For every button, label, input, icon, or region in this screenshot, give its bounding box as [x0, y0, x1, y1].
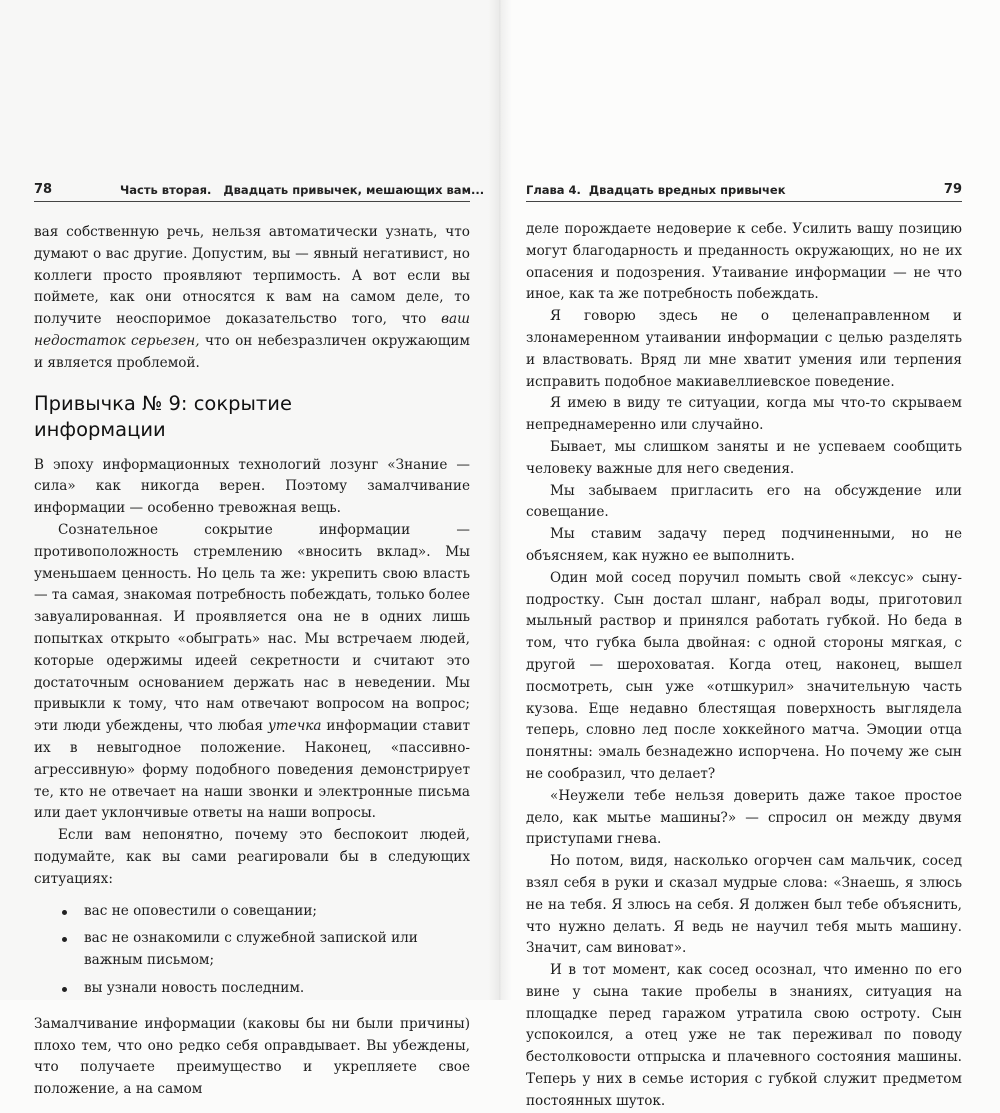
left-paragraph-1: В эпоху информационных технологий лозунг «Знание — сила» как никогда верен. Поэтому замалчивание информации — особенно тревожная вещь.	[34, 456, 470, 517]
right-paragraph-1: деле порождаете недоверие к себе. Усилить вашу позицию могут благодарность и преданность окружающих, но не их опасения и подозрения. Утаивание информации — не что иное, как та же потребность побеждать.	[526, 221, 962, 303]
right-paragraph-10: И в тот момент, как сосед осознал, что именно по его вине у сына такие пробелы в знаниях, ситуация на площадке перед гаражом утратила свою остроту. Сын успокоился, а отец уже не так переживал по поводу бестолковости отпрыска и плачевного состояния машины. Теперь у них в семье история с губкой служит предметом постоянных шуток.	[526, 962, 962, 1109]
right-body-text	[526, 219, 962, 1113]
bullet-list	[34, 901, 470, 1000]
right-paragraph-5: Мы забываем пригласить его на обсуждение или совещание.	[526, 482, 962, 521]
right-paragraph-3: Я имею в виду те ситуации, когда мы что-то скрываем непреднамеренно или случайно.	[526, 395, 962, 434]
right-head-rule	[526, 201, 962, 202]
right-running-title: Глава 4. Двадцать вредных привычек	[526, 183, 786, 197]
bullet-icon	[62, 910, 67, 915]
right-paragraph-6: Мы ставим задачу перед подчиненными, но не объясняем, как нужно ее выполнить.	[526, 526, 962, 564]
list-item: вас не оповестили о совещании;	[62, 901, 470, 923]
left-paragraph-2: Сознательное сокрытие информации — противоположность стремлению «вносить вклад». Мы уменьшаем ценность. Но цель та же: укрепить свою власть — та самая, знакомая потребность побеждать, только более завуалированная. И проявляется она не в одних лишь попытках открыто «обыграть» нас. Мы встречаем людей, которые одержимы идеей секретности и считают это достаточным основанием держать нас в неведении. Мы привыкли к тому, что нам отвечают вопросом на вопрос; эти люди убеждены, что любая утечка информации ставит их в невыгодное положение. Наконец, «пассивно-агрессивную» форму подобного поведения демонстрирует те, кто не отвечает на наши звонки и электронные письма или дает уклончивые ответы на наши вопросы.	[34, 521, 470, 822]
section-heading: Привычка № 9: сокрытие информации	[34, 391, 292, 441]
bullet-icon	[62, 937, 67, 942]
left-body-text	[34, 222, 470, 1101]
list-item: вы узнали новость последним.	[62, 978, 470, 1000]
right-paragraph-9: Но потом, видя, насколько огорчен сам мальчик, сосед взял себя в руки и сказал мудрые слова: «Знаешь, я злюсь не на тебя. Я злюсь на себя. Я должен был тебе объяснить, что нужно делать. Я ведь не научил тебя мыть машину. Значит, сам виноват».	[526, 853, 962, 957]
book-gutter-shadow	[488, 0, 512, 1000]
right-paragraph-2: Я говорю здесь не о целенаправленном и злонамеренном утаивании информации с целью разделять и властвовать. Вряд ли мне хватит умения или терпения исправить подобное макиавеллиевское поведение.	[526, 308, 962, 390]
bullet-icon	[62, 987, 67, 992]
left-head-rule	[34, 201, 470, 202]
right-paragraph-7: Один мой сосед поручил помыть свой «лексус» сыну-подростку. Сын достал шланг, набрал воды, приготовил мыльный раствор и принялся работать губкой. Но беда в том, что губка была двойная: с одной стороны мягкая, с другой — шероховатая. Когда отец, наконец, вышел посмотреть, сын уже «отшкурил» значительную часть кузова. Еще недавно блестящая поверхность выглядела теперь, словно лед после хоккейного матча. Эмоции отца понятны: эмаль безнадежно испорчена. Но почему же сын не сообразил, что делает?	[526, 569, 962, 782]
emphasis-text: ваш недостаток серьезен,	[34, 311, 470, 349]
left-paragraph-top: вая собственную речь, нельзя автоматически узнать, что думают о вас другие. Допустим, вы — явный негативист, но коллеги просто проявляют терпимость. А вот если вы поймете, как они относятся к вам на самом деле, то получите неоспоримое доказательство того, что ваш недостаток серьезен, что он небезразличен окружающим и является проблемой.	[34, 224, 470, 371]
right-page	[500, 0, 1000, 1109]
right-paragraph-8: «Неужели тебе нельзя доверить даже такое простое дело, как мытье машины?» — спросил он между двумя приступами гнева.	[526, 787, 962, 848]
left-paragraph-4: Замалчивание информации (каковы бы ни были причины) плохо тем, что оно редко себя оправдывает. Вы убеждены, что получаете преимущество и укрепляете свое положение, а на самом	[34, 1015, 470, 1098]
left-page	[0, 0, 500, 1098]
right-page-number: 79	[943, 182, 962, 197]
left-page-number: 78	[34, 182, 53, 197]
left-running-title: Часть вторая. Двадцать привычек, мешающих вам...	[120, 183, 485, 197]
left-running-head	[34, 182, 485, 204]
emphasis-text: утечка	[268, 718, 322, 735]
right-paragraph-4: Бывает, мы слишком заняты и не успеваем сообщить человеку важные для него сведения.	[526, 438, 962, 477]
left-paragraph-3: Если вам непонятно, почему это беспокоит людей, подумайте, как вы сами реагировали бы в следующих ситуациях:	[34, 827, 470, 887]
list-item: вас не ознакомили с служебной запиской или важным письмом;	[62, 928, 470, 972]
right-running-head	[526, 182, 962, 204]
